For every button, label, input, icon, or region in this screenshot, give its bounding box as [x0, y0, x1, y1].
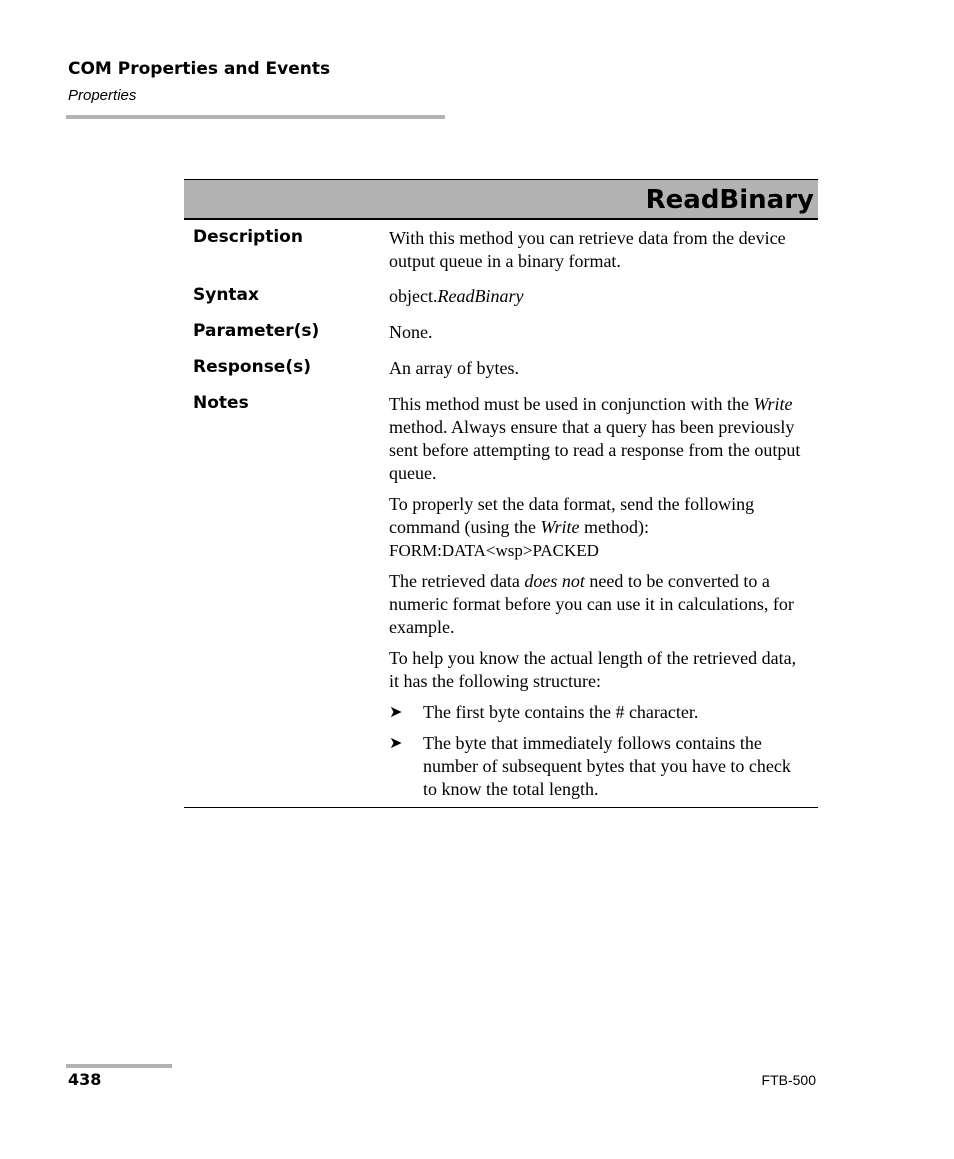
- parameters-text: None.: [389, 322, 433, 342]
- list-item-text: The first byte contains the # character.: [423, 702, 699, 722]
- row-value: [389, 393, 809, 801]
- row-parameters: [184, 321, 818, 344]
- page-number: 438: [68, 1070, 102, 1089]
- text-run-italic: Write: [753, 394, 793, 414]
- description-text: With this method you can retrieve data from the device output queue in a binary format.: [389, 228, 786, 271]
- product-name: FTB-500: [761, 1072, 816, 1088]
- page-header: [68, 58, 448, 106]
- notes-paragraph: [389, 393, 809, 485]
- row-label: Notes: [193, 393, 249, 413]
- responses-text: An array of bytes.: [389, 358, 519, 378]
- row-responses: [184, 357, 818, 380]
- command-text: FORM:DATA<wsp>PACKED: [389, 541, 599, 560]
- text-run: To properly set the data format, send the following command (using the: [389, 494, 755, 537]
- row-description: [184, 227, 818, 273]
- list-item: [389, 701, 809, 724]
- row-value: [389, 321, 809, 344]
- arrow-bullet-icon: ➤: [389, 735, 403, 752]
- syntax-method: ReadBinary: [437, 286, 524, 306]
- text-run: method):: [579, 517, 649, 537]
- text-run-italic: does not: [524, 571, 585, 591]
- text-run: method. Always ensure that a query has been previously sent before attempting to read a response from the output queue.: [389, 417, 801, 483]
- structure-list: [389, 701, 809, 801]
- syntax-text: [389, 285, 809, 308]
- row-notes: [184, 393, 818, 807]
- header-divider: [66, 115, 445, 119]
- text-run: need to be converted to a numeric format before you can use it in calculations, for example.: [389, 571, 794, 637]
- notes-paragraph: [389, 493, 809, 562]
- row-value: [389, 285, 809, 308]
- row-label: Parameter(s): [193, 321, 320, 341]
- text-run: The retrieved data: [389, 571, 525, 591]
- list-item-text: The byte that immediately follows contains the number of subsequent bytes that you have to check to know the total length.: [423, 733, 791, 799]
- method-title: ReadBinary: [645, 185, 814, 215]
- text-run-italic: Write: [540, 517, 580, 537]
- section-subtitle: Properties: [68, 87, 137, 104]
- text-run: This method must be used in conjunction with the: [389, 394, 754, 414]
- row-value: [389, 227, 809, 273]
- row-label: Description: [193, 227, 303, 247]
- notes-paragraph: [389, 570, 809, 639]
- syntax-prefix: object.: [389, 286, 438, 306]
- row-label: Syntax: [193, 285, 259, 305]
- notes-paragraph: To help you know the actual length of the retrieved data, it has the following structure:: [389, 648, 797, 691]
- footer-divider: [66, 1064, 172, 1068]
- chapter-title: COM Properties and Events: [68, 59, 331, 79]
- row-label: Response(s): [193, 357, 311, 377]
- row-value: [389, 357, 809, 380]
- method-panel: [184, 179, 818, 808]
- method-title-bar: [184, 179, 818, 220]
- list-item: [389, 732, 809, 801]
- arrow-bullet-icon: ➤: [389, 704, 403, 721]
- row-syntax: [184, 285, 818, 308]
